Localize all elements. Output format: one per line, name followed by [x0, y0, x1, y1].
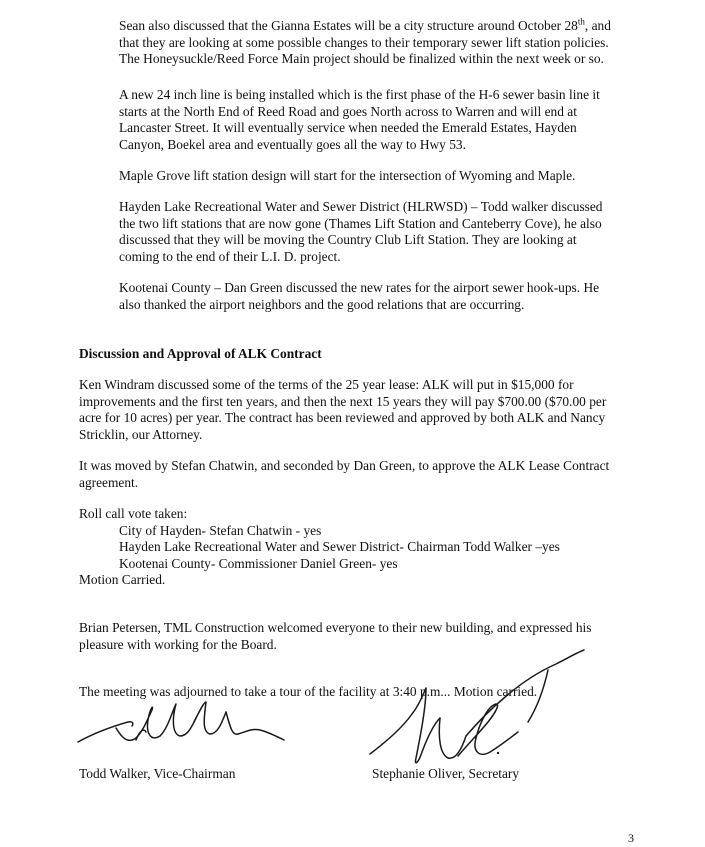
text-line-start: Sean also discussed that the Gianna Estates will be a city structure around October 28 [119, 18, 578, 33]
roll-call-title: Roll call vote taken: [79, 506, 188, 521]
text-line: also thanked the airport neighbors and the good relations that are occurring. [119, 296, 525, 312]
text-line: Stricklin, our Attorney. [79, 426, 203, 442]
paragraph-hlrwsd [119, 199, 603, 265]
roll-call-vote: Kootenai County- Commissioner Daniel Green- yes [119, 555, 398, 571]
signature-caption-right: Stephanie Oliver, Secretary [372, 766, 520, 781]
motion-result: Motion Carried. [79, 572, 166, 587]
text-line: that they are looking at some possible changes to their temporary sewer lift station policies. [119, 34, 609, 50]
superscript: th [577, 16, 585, 27]
signature-todd-walker [76, 698, 296, 756]
paragraph-maple-grove [119, 168, 575, 185]
text-line: Lancaster Street. It will eventually service when needed the Emerald Estates, Hayden [119, 120, 577, 135]
text-line: improvements and the first ten years, and then the next 15 years they will pay $700.00 ($70.00 per [79, 393, 607, 409]
text-line: Ken Windram discussed some of the terms of the 25 year lease: ALK will put in $15,000 for [79, 377, 574, 392]
roll-call [79, 506, 560, 589]
signature-caption-left: Todd Walker, Vice-Chairman [79, 766, 236, 781]
paragraph-kootenai-county [119, 280, 599, 313]
text-line: A new 24 inch line is being installed which is the first phase of the H-6 sewer basin line it [119, 87, 600, 102]
text-line: starts at the North End of Reed Road and goes North across to Warren and will end at [119, 103, 577, 119]
text-line [119, 18, 611, 35]
paragraph-motion [79, 458, 609, 491]
text-line: Brian Petersen, TML Construction welcomed everyone to their new building, and expressed his [79, 620, 592, 635]
text-line: agreement. [79, 474, 139, 490]
section-heading: Discussion and Approval of ALK Contract [79, 346, 322, 361]
text-line: pleasure with working for the Board. [79, 636, 277, 652]
text-line: acre for 10 acres) per year. The contract has been reviewed and approved by both ALK and Nancy [79, 410, 606, 425]
roll-call-vote: Hayden Lake Recreational Water and Sewer District- Chairman Todd Walker –yes [119, 539, 560, 554]
paragraph-24-inch-line [119, 87, 600, 153]
roll-call-vote: City of Hayden- Stefan Chatwin - yes [119, 522, 322, 538]
text-line: The Honeysuckle/Reed Force Main project should be finalized within the next week or so. [119, 51, 604, 66]
text-line: discussed that they will be moving the Country Club Lift Station. They are looking at [119, 232, 577, 247]
text-line: Kootenai County – Dan Green discussed the new rates for the airport sewer hook-ups. He [119, 280, 600, 295]
text-line: Maple Grove lift station design will start for the intersection of Wyoming and Maple. [119, 168, 576, 183]
adjournment-text: The meeting was adjourned to take a tour of the facility at 3:40 p.m... Motion carried. [79, 684, 538, 699]
paragraph-gianna-estates [119, 18, 611, 68]
text-line: It was moved by Stefan Chatwin, and seconded by Dan Green, to approve the ALK Lease Contract [79, 458, 610, 473]
text-line: coming to the end of their L.I. D. project. [119, 248, 341, 264]
text-line: the two lift stations that are now gone (Thames Lift Station and Canteberry Cove), he also [119, 215, 602, 231]
paragraph-alk-lease-terms [79, 377, 606, 443]
text-line: Hayden Lake Recreational Water and Sewer District (HLRWSD) – Todd walker discussed [119, 199, 603, 214]
text-line-end: , and [584, 18, 611, 33]
signature-stephanie-oliver [368, 648, 590, 776]
text-line: Canyon, Boekel area and eventually goes all the way to Hwy 53. [119, 136, 466, 152]
page-number: 3 [628, 831, 634, 845]
